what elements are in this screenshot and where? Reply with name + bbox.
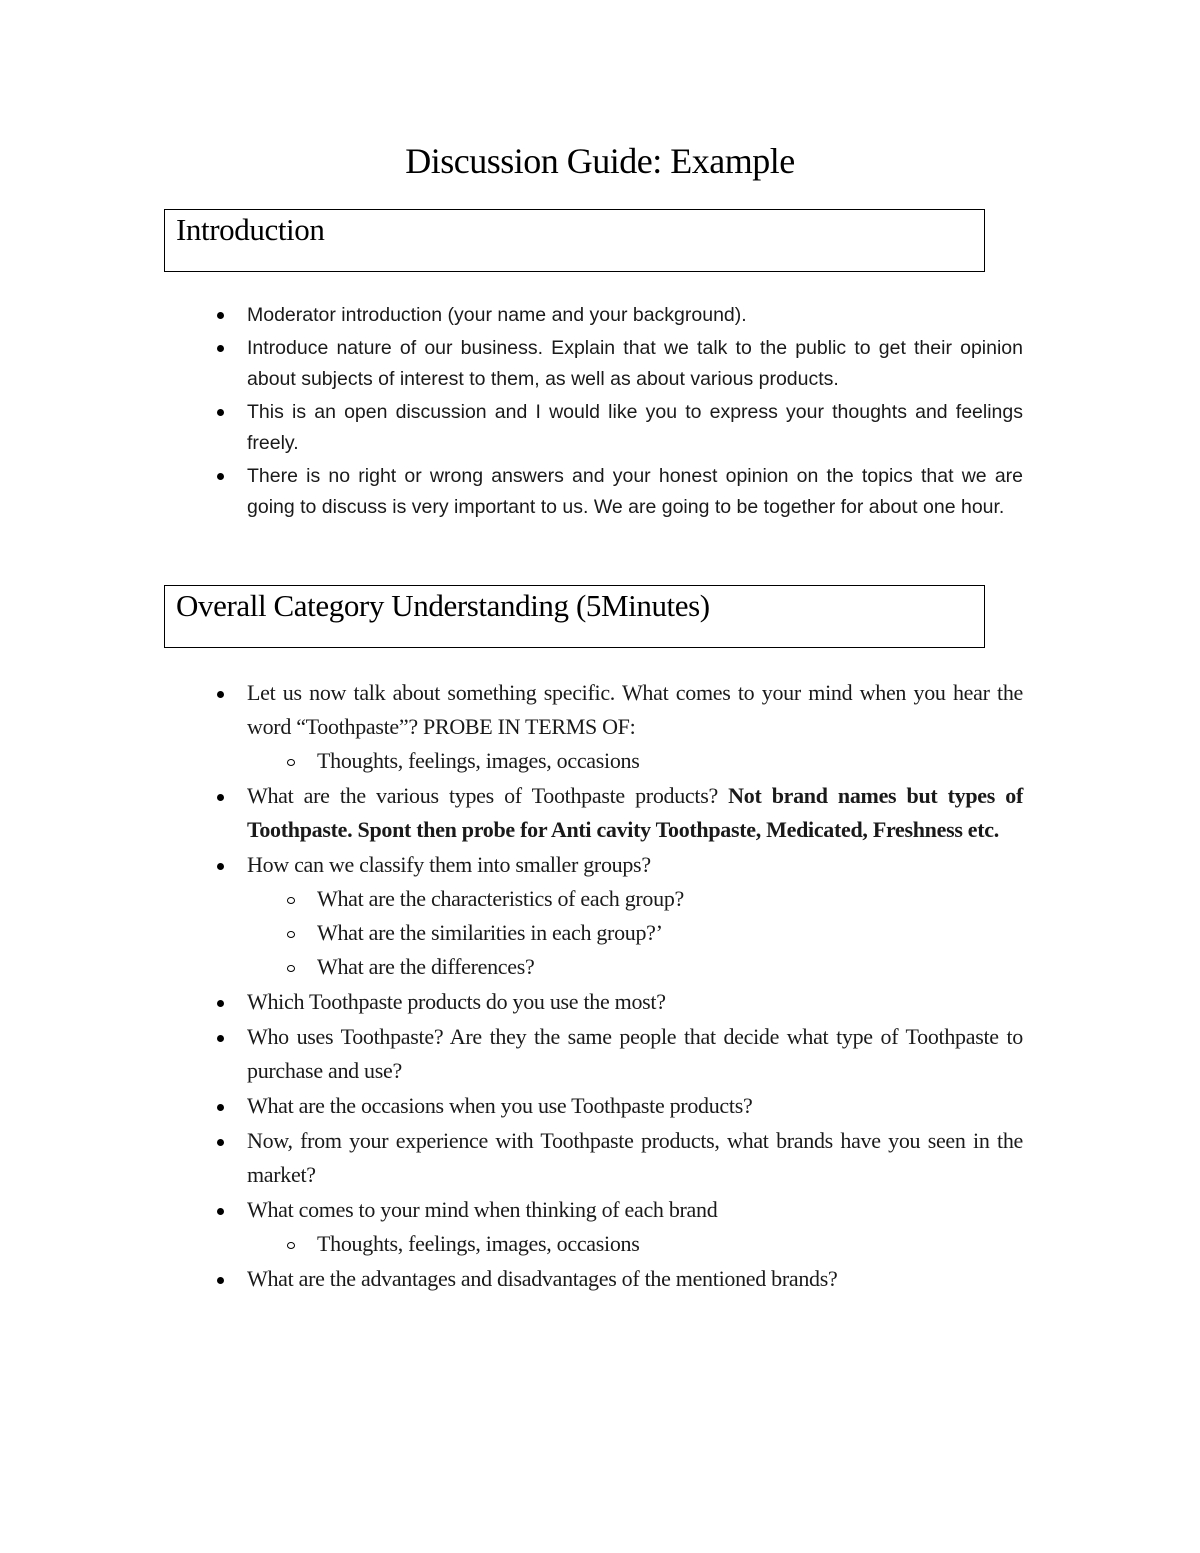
list-item	[247, 1124, 1023, 1192]
sub-list-item-text: Thoughts, feelings, images, occasions	[317, 1231, 640, 1256]
list-item-text: This is an open discussion and I would like you to express your thoughts and feelings freely.	[247, 400, 1023, 454]
bullet-icon	[213, 1020, 227, 1054]
list-item-text: Who uses Toothpaste? Are they the same people that decide what type of Toothpaste to purchase and use?	[247, 1024, 1023, 1083]
hollow-bullet-icon	[284, 744, 298, 778]
sub-list	[247, 1227, 1023, 1261]
bullet-icon	[213, 985, 227, 1019]
category-list	[0, 676, 1200, 1297]
introduction-heading: Introduction	[176, 212, 325, 247]
list-item-text: What are the various types of Toothpaste products?	[247, 783, 729, 808]
introduction-list	[0, 300, 1200, 525]
sub-list-item-text: What are the characteristics of each group?	[317, 886, 684, 911]
list-item	[247, 848, 1023, 984]
bullet-icon	[213, 1124, 227, 1158]
probe-instruction: Not brand names but types of Toothpaste. Spont then probe for Anti cavity Toothpaste, Medicated, Freshness etc.	[247, 783, 1023, 842]
list-item	[247, 461, 1023, 524]
page-title: Discussion Guide: Example	[405, 141, 795, 181]
list-item	[247, 985, 1023, 1019]
sub-list-item	[317, 916, 1023, 950]
list-item	[247, 397, 1023, 460]
bullet-icon	[213, 300, 227, 332]
bullet-icon	[213, 1262, 227, 1296]
list-item	[247, 1089, 1023, 1123]
category-header-box	[164, 585, 985, 648]
list-item-text: There is no right or wrong answers and your honest opinion on the topics that we are going to discuss is very important to us. We are going to be together for about one hour.	[247, 464, 1023, 518]
sub-list-item	[317, 882, 1023, 916]
sub-list-item	[317, 950, 1023, 984]
bullet-icon	[213, 1089, 227, 1123]
hollow-bullet-icon	[284, 882, 298, 916]
list-item-text: Introduce nature of our business. Explain that we talk to the public to get their opinion about subjects of interest to them, as well as about various products.	[247, 336, 1023, 390]
list-item	[247, 333, 1023, 396]
list-item	[247, 300, 1023, 332]
hollow-bullet-icon	[284, 1227, 298, 1261]
list-item-text: Moderator introduction (your name and your background).	[247, 304, 747, 326]
list-item-text: What comes to your mind when thinking of each brand	[247, 1197, 718, 1222]
sub-list-item	[317, 1227, 1023, 1261]
list-item-text: Let us now talk about something specific. What comes to your mind when you hear the word “Toothpaste”? PROBE IN TERMS OF:	[247, 680, 1023, 739]
hollow-bullet-icon	[284, 950, 298, 984]
list-item-text: Now, from your experience with Toothpaste products, what brands have you seen in the market?	[247, 1128, 1023, 1187]
bullet-icon	[213, 779, 227, 813]
sub-list-item	[317, 744, 1023, 778]
bullet-icon	[213, 461, 227, 493]
list-item-text: Which Toothpaste products do you use the most?	[247, 989, 666, 1014]
list-item-text: How can we classify them into smaller groups?	[247, 852, 651, 877]
list-item	[247, 779, 1023, 847]
list-item-text: What are the occasions when you use Toothpaste products?	[247, 1093, 753, 1118]
list-item	[247, 676, 1023, 778]
list-item	[247, 1262, 1023, 1296]
bullet-icon	[213, 397, 227, 429]
hollow-bullet-icon	[284, 916, 298, 950]
sub-list	[247, 882, 1023, 984]
bullet-icon	[213, 333, 227, 365]
sub-list-item-text: What are the differences?	[317, 954, 535, 979]
introduction-header-box	[164, 209, 985, 272]
sub-list-item-text: What are the similarities in each group?’	[317, 920, 663, 945]
list-item	[247, 1193, 1023, 1261]
sub-list-item-text: Thoughts, feelings, images, occasions	[317, 748, 640, 773]
bullet-icon	[213, 1193, 227, 1227]
sub-list	[247, 744, 1023, 778]
list-item-text: What are the advantages and disadvantages of the mentioned brands?	[247, 1266, 838, 1291]
category-heading: Overall Category Understanding (5Minutes)	[176, 588, 710, 623]
bullet-icon	[213, 848, 227, 882]
bullet-icon	[213, 676, 227, 710]
list-item	[247, 1020, 1023, 1088]
